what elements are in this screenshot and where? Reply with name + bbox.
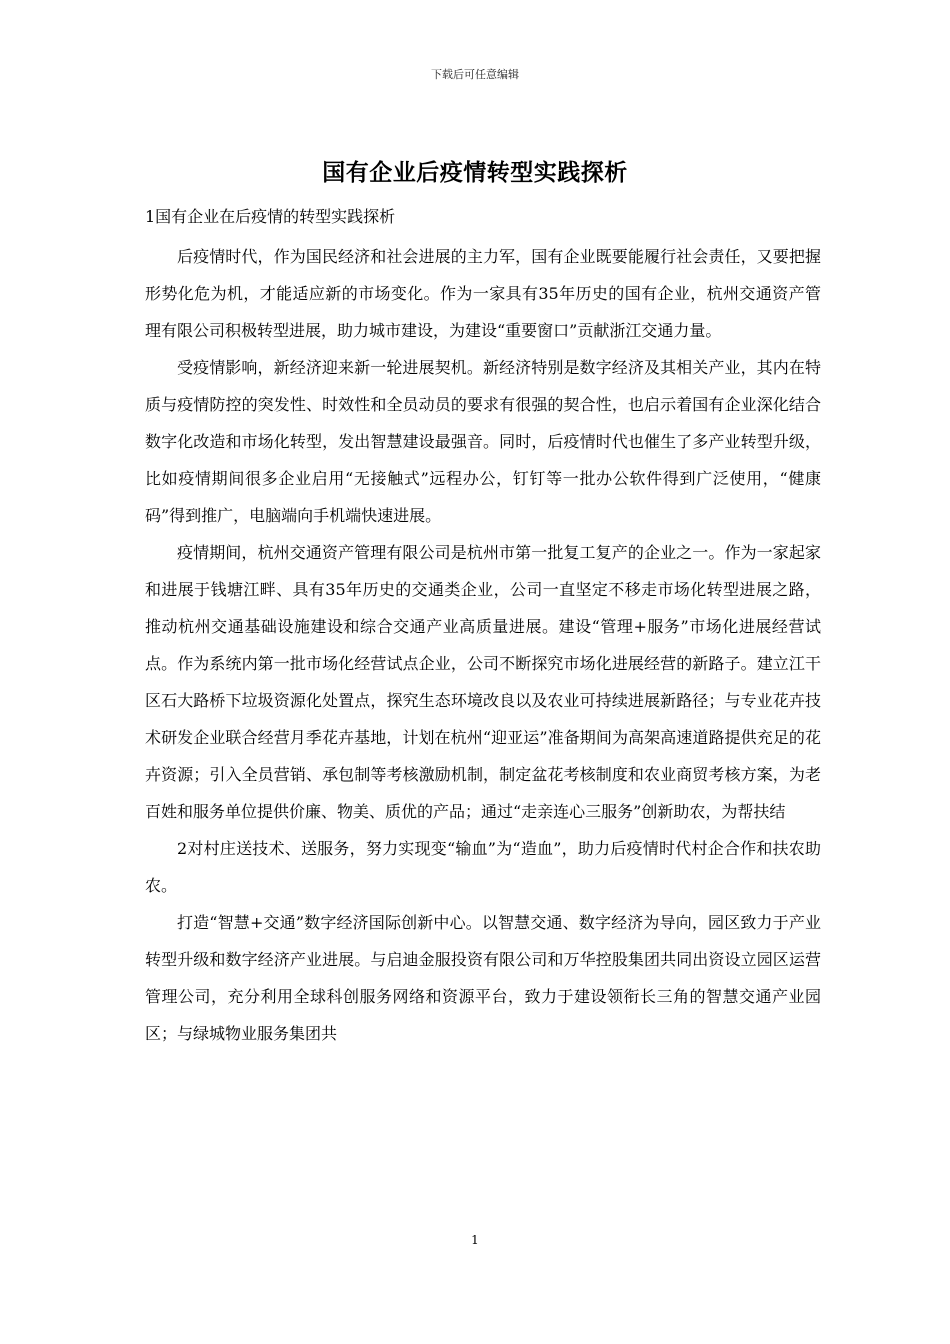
paragraph: 疫情期间，杭州交通资产管理有限公司是杭州市第一批复工复产的企业之一。作为一家起家和进展于钱塘江畔、具有35年历史的交通类企业，公司一直坚定不移走市场化转型进展之路，推动杭州交通基础设施建设和综合交通产业高质量进展。建设“管理+服务”市场化进展经营试点。作为系统内第一批市场化经营试点企业，公司不断探究市场化进展经营的新路子。建立江干区石大路桥下垃圾资源化处置点，探究生态环境改良以及农业可持续进展新路径；与专业花卉技术研发企业联合经营月季花卉基地，计划在杭州“迎亚运”准备期间为高架高速道路提供充足的花卉资源；引入全员营销、承包制等考核激励机制，制定盆花考核制度和农业商贸考核方案，为老百姓和服务单位提供价廉、物美、质优的产品；通过“走亲连心三服务”创新助农，为帮扶结 bbox=[145, 543, 821, 821]
page-header: 下载后可任意编辑 bbox=[431, 68, 519, 81]
page-number: 1 bbox=[471, 1233, 479, 1247]
paragraph: 2对村庄送技术、送服务，努力实现变“输血”为“造血”，助力后疫情时代村企合作和扶农助农。 bbox=[145, 839, 821, 895]
document-title: 国有企业后疫情转型实践探析 bbox=[322, 160, 628, 186]
paragraph: 打造“智慧+交通”数字经济国际创新中心。以智慧交通、数字经济为导向，园区致力于产业转型升级和数字经济产业进展。与启迪金服投资有限公司和万华控股集团共同出资设立园区运营管理公司，充分利用全球科创服务网络和资源平台，致力于建设领衔长三角的智慧交通产业园区；与绿城物业服务集团共 bbox=[145, 913, 821, 1043]
paragraph: 后疫情时代，作为国民经济和社会进展的主力军，国有企业既要能履行社会责任，又要把握形势化危为机，才能适应新的市场变化。作为一家具有35年历史的国有企业，杭州交通资产管理有限公司积极转型进展，助力城市建设，为建设“重要窗口”贡献浙江交通力量。 bbox=[145, 247, 821, 340]
document-body bbox=[145, 198, 821, 1052]
paragraph: 受疫情影响，新经济迎来新一轮进展契机。新经济特别是数字经济及其相关产业，其内在特质与疫情防控的突发性、时效性和全员动员的要求有很强的契合性，也启示着国有企业深化结合数字化改造和市场化转型，发出智慧建设最强音。同时，后疫情时代也催生了多产业转型升级，比如疫情期间很多企业启用“无接触式”远程办公，钉钉等一批办公软件得到广泛使用，“健康码”得到推广，电脑端向手机端快速进展。 bbox=[145, 358, 821, 525]
section-heading: 1国有企业在后疫情的转型实践探析 bbox=[145, 207, 396, 226]
